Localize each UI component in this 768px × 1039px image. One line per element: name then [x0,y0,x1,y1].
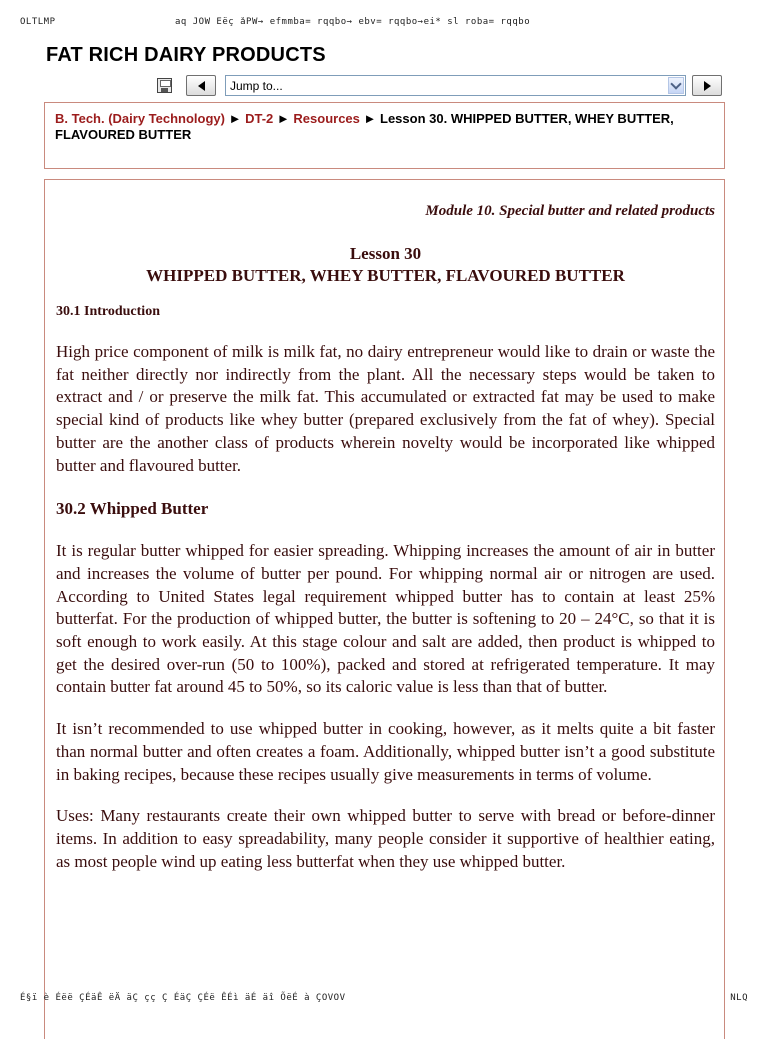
lesson-title: WHIPPED BUTTER, WHEY BUTTER, FLAVOURED BUTTER [146,266,625,285]
page-title: FAT RICH DAIRY PRODUCTS [46,44,326,66]
breadcrumb-link-course[interactable]: B. Tech. (Dairy Technology) [55,111,225,126]
paragraph-whipped-butter-2: It isn’t recommended to use whipped butter in cooking, however, as it melts quite a bit faster than normal butter and often creates a foam. Additionally, whipped butter isn’t a good substitute in baking recipes, because these recipes usually give measurements in terms of volume. [56,719,715,784]
page-footer-strip [20,993,748,1007]
lesson-heading [56,243,715,287]
arrow-left-icon [198,81,205,91]
breadcrumb-separator: ► [228,111,242,126]
breadcrumb-box [44,102,725,169]
header-left-text: OLTLMP [20,17,56,27]
previous-button[interactable] [186,75,216,96]
article-content [56,180,715,873]
module-label: Module 10. Special butter and related products [425,203,715,219]
paragraph-introduction: High price component of milk is milk fat, no dairy entrepreneur would like to drain or waste the fat neither directly nor indirectly from the plant. All the necessary steps would be taken to extract and / or preserve the milk fat. This accumulated or extracted fat may be used to make special kind of products like whey butter (prepared exclusively from the fat of whey). Special butter are the another class of products wherein novelty would be incorporated like whipped butter and flavoured butter. [56,342,715,475]
lesson-number: Lesson 30 [349,244,422,263]
article-frame [44,179,725,1039]
navigation-bar [0,75,768,97]
breadcrumb-current: Lesson 30. WHIPPED BUTTER, WHEY BUTTER, FLAVOURED BUTTER [55,111,674,142]
section-heading-introduction: 30.1 Introduction [56,304,160,319]
section-heading-whipped-butter: 30.2 Whipped Butter [56,499,209,519]
arrow-right-icon [704,81,711,91]
paragraph-whipped-butter-uses: Uses: Many restaurants create their own whipped butter to serve with bread or before-dinner items. In addition to easy spreadability, many people consider it supportive of healthier eating, as most people wind up eating less butterfat when they use whipped butter. [56,806,715,871]
save-icon[interactable] [157,78,172,93]
jump-to-value: Jump to... [230,79,283,93]
dropdown-button[interactable] [668,77,684,94]
jump-to-select[interactable] [225,75,686,96]
footer-left-text: É§ï è Éëë ÇÉäÊ ëÄ äÇ çç Ç ÉäÇ ÇÉë ÊÉì äÉ äî ÕëÉ à ÇOVOV [20,993,346,1003]
breadcrumb-link-resources[interactable]: Resources [293,111,360,126]
next-button[interactable] [692,75,722,96]
page-header-strip [20,17,748,31]
chevron-down-icon [670,78,681,89]
breadcrumb [55,111,695,143]
footer-page-number: NLQ [730,993,748,1003]
paragraph-whipped-butter-1: It is regular butter whipped for easier spreading. Whipping increases the amount of air in butter and increases the volume of butter per pound. For whipping normal air or nitrogen are used. According to United States legal requirement whipped butter has to contain at least 25% butterfat. For the production of whipped butter, the butter is softening to 20 – 24°C, so that it is soft enough to work easily. At this stage colour and salt are added, then product is whipped to get the desired over-run (50 to 100%), packed and stored at refrigerated temperature. It may contain butter fat around 45 to 50%, so its caloric value is less than that of butter. [56,541,715,697]
breadcrumb-separator: ► [363,111,377,126]
breadcrumb-separator: ► [276,111,290,126]
breadcrumb-link-dt2[interactable]: DT-2 [245,111,274,126]
header-center-text: aq JOW Éëç åPW→ efmmba= rqqbo→ ebv= rqqbo→ei* sl roba= rqqbo [175,17,531,27]
